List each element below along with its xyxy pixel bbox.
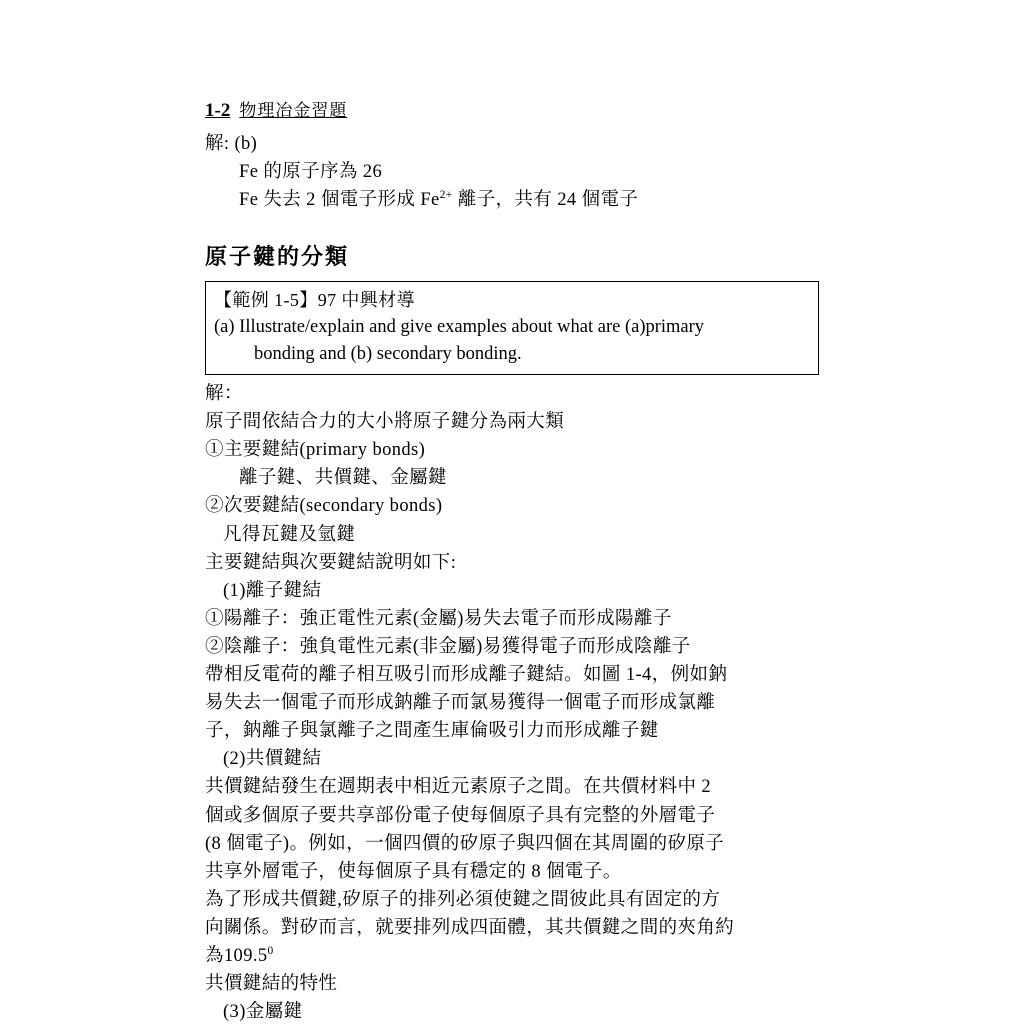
body-line-13: 共價鍵結發生在週期表中相近元素原子之間。在共價材料中 2	[205, 777, 712, 798]
body-line-9: 帶相反電荷的離子相互吸引而形成離子鍵結。如圖 1-4，例如鈉	[205, 665, 728, 686]
fe-charge-superscript: 2+	[439, 189, 453, 202]
body-line-14: 個或多個原子要共享部份電子使每個原子具有完整的外層電子	[205, 805, 716, 826]
section-title: 原子鍵的分類	[205, 244, 350, 270]
body-line-15: (8 個電子)。例如，一個四價的矽原子與四個在其周圍的矽原子	[205, 833, 725, 854]
body-line-16: 共享外層電子，使每個原子具有穩定的 8 個電子。	[205, 861, 622, 882]
body-line-21: (3)金屬鍵	[223, 1002, 303, 1023]
solution-body-block	[205, 380, 819, 1026]
example-question-line-2: bonding and (b) secondary bonding.	[254, 344, 522, 365]
header-title: 物理冶金習題	[239, 101, 348, 120]
body-line-5: 主要鍵結與次要鍵結說明如下:	[205, 552, 457, 573]
solution-label-top: 解: (b)	[205, 134, 258, 154]
body-line-17: 為了形成共價鍵,矽原子的排列必須使鍵之間彼此具有固定的方	[205, 889, 721, 910]
solution-label-body: 解：	[205, 383, 243, 404]
solution-top-line-2	[205, 186, 819, 214]
body-line-20: 共價鍵結的特性	[205, 974, 338, 995]
body-line-0: 原子間依結合力的大小將原子鍵分為兩大類	[205, 412, 565, 433]
example-box	[205, 281, 819, 375]
solution-top-line-1: Fe 的原子序為 26	[239, 162, 383, 183]
body-line-10: 易失去一個電子而形成鈉離子而氯易獲得一個電子而形成氯離	[205, 693, 716, 714]
fe-text-pre: Fe 失去 2 個電子形成 Fe	[239, 190, 440, 211]
fe-text-post: 離子，共有 24 個電子	[452, 190, 639, 211]
body-line-1: ①主要鍵結(primary bonds)	[205, 440, 426, 461]
body-line-19	[205, 942, 819, 970]
solution-top-block	[205, 130, 819, 214]
body-line-6: (1)離子鍵結	[223, 580, 322, 601]
page-header	[205, 96, 819, 122]
body-line-2: 離子鍵、共價鍵、金屬鍵	[239, 468, 447, 489]
body-line-7: ①陽離子：強正電性元素(金屬)易失去電子而形成陽離子	[205, 608, 672, 629]
example-question-line-1: (a) Illustrate/explain and give examples about what are (a)primary	[214, 317, 705, 338]
body-line-3: ②次要鍵結(secondary bonds)	[205, 496, 443, 517]
angle-value-pre: 為109.5	[205, 946, 268, 967]
body-line-8: ②陰離子：強負電性元素(非金屬)易獲得電子而形成陰離子	[205, 636, 691, 657]
body-line-4: 凡得瓦鍵及氫鍵	[223, 524, 356, 545]
header-number: 1-2	[205, 100, 231, 121]
body-line-12: (2)共價鍵結	[223, 749, 322, 770]
body-line-11: 子，鈉離子與氯離子之間產生庫倫吸引力而形成離子鍵	[205, 721, 659, 742]
degree-superscript: 0	[267, 944, 274, 957]
example-label: 【範例 1-5】97 中興材導	[214, 290, 415, 311]
body-line-18: 向關係。對矽而言，就要排列成四面體，其共價鍵之間的夾角約	[205, 918, 735, 939]
